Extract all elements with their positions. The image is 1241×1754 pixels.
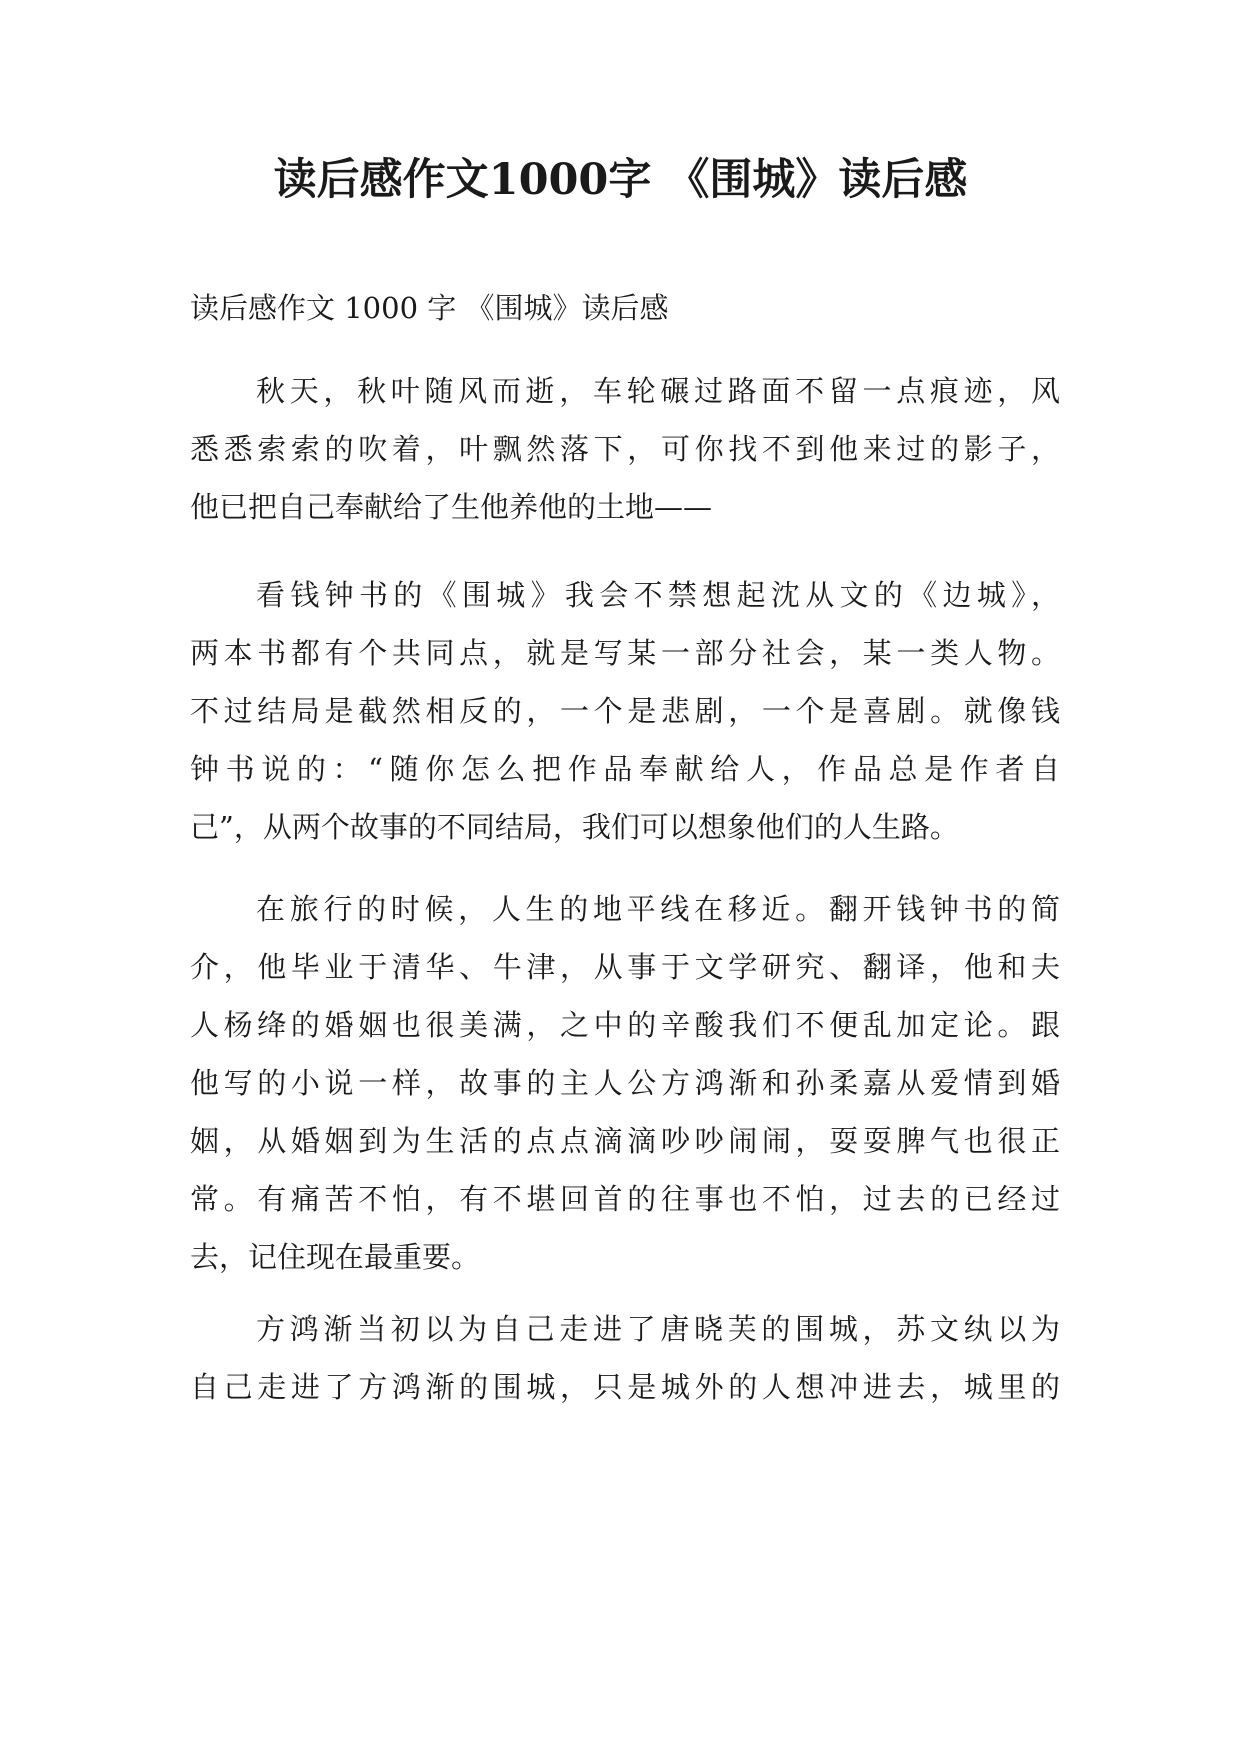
paragraph-line: 己”，从两个故事的不同结局，我们可以想象他们的人生路。 [190, 810, 959, 844]
paragraph-line: 他已把自己奉献给了生他养他的土地—— [190, 490, 713, 524]
paragraph-line: 方鸿渐当初以为自己走进了唐晓芙的围城，苏文纨以为 [256, 1312, 1060, 1346]
paragraph-1 [190, 362, 1060, 536]
paragraph-3 [190, 880, 1060, 1286]
paragraph-line: 常。有痛苦不怕，有不堪回首的往事也不怕，过去的已经过 [190, 1182, 1060, 1216]
paragraph-line: 人杨绛的婚姻也很美满，之中的辛酸我们不便乱加定论。跟 [190, 1008, 1060, 1042]
paragraph-2 [190, 566, 1060, 856]
paragraph-line: 去，记住现在最重要。 [190, 1240, 481, 1274]
paragraph-line: 姻，从婚姻到为生活的点点滴滴吵吵闹闹，耍耍脾气也很正 [190, 1124, 1060, 1158]
paragraph-line: 不过结局是截然相反的，一个是悲剧，一个是喜剧。就像钱 [190, 694, 1060, 728]
paragraph-line: 钟书说的：“随你怎么把作品奉献给人，作品总是作者自 [190, 752, 1060, 786]
paragraph-line: 悉悉索索的吹着，叶飘然落下，可你找不到他来过的影子， [190, 432, 1060, 466]
paragraph-line: 在旅行的时候，人生的地平线在移近。翻开钱钟书的简 [256, 892, 1060, 926]
paragraph-line: 自己走进了方鸿渐的围城，只是城外的人想冲进去，城里的 [190, 1370, 1060, 1404]
paragraph-line: 他写的小说一样，故事的主人公方鸿渐和孙柔嘉从爱情到婚 [190, 1066, 1060, 1100]
paragraph-line: 两本书都有个共同点，就是写某一部分社会，某一类人物。 [190, 636, 1060, 670]
document-title: 读后感作文1000字 《围城》读后感 [273, 155, 968, 205]
paragraph-line: 秋天，秋叶随风而逝，车轮碾过路面不留一点痕迹，风 [256, 374, 1060, 408]
paragraph-4 [190, 1300, 1060, 1416]
paragraph-line: 看钱钟书的《围城》我会不禁想起沈从文的《边城》， [256, 578, 1060, 612]
document-subtitle: 读后感作文 1000 字 《围城》读后感 [190, 291, 669, 325]
paragraph-line: 介，他毕业于清华、牛津，从事于文学研究、翻译，他和夫 [190, 950, 1060, 984]
